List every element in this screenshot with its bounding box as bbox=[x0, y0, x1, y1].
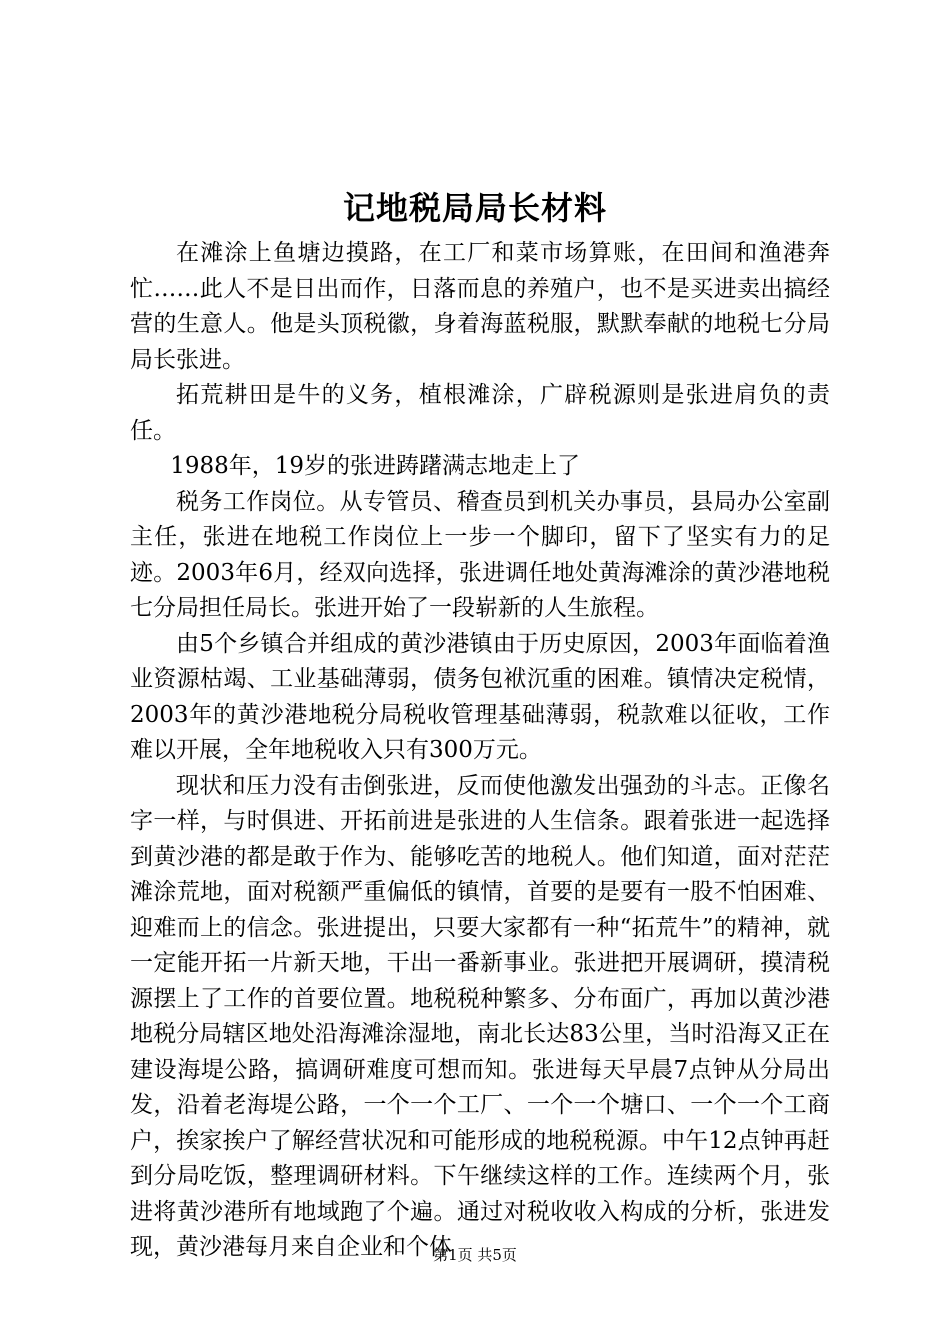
paragraph: 1988年，19岁的张进踌躇满志地走上了 bbox=[170, 453, 581, 479]
paragraph: 拓荒耕田是牛的义务，植根滩涂，广辟税源则是张进肩负的责任。 bbox=[130, 382, 830, 444]
paragraph: 税务工作岗位。从专管员、稽查员到机关办事员，县局办公室副主任，张进在地税工作岗位上一步一个脚印，留下了坚实有力的足迹。2003年6月，经双向选择，张进调任地处黄海滩涂的黄沙港地税七分局担任局长。张进开始了一段崭新的人生旅程。 bbox=[130, 488, 830, 621]
paragraph: 在滩涂上鱼塘边摸路，在工厂和菜市场算账，在田间和渔港奔忙……此人不是日出而作，日落而息的养殖户，也不是买进卖出搞经营的生意人。他是头顶税徽，身着海蓝税服，默默奉献的地税七分局局长张进。 bbox=[130, 240, 830, 373]
paragraph: 现状和压力没有击倒张进，反而使他激发出强劲的斗志。正像名字一样，与时俱进、开拓前进是张进的人生信条。跟着张进一起选择到黄沙港的都是敢于作为、能够吃苦的地税人。他们知道，面对茫茫滩涂荒地，面对税额严重偏低的镇情，首要的是要有一股不怕困难、迎难而上的信念。张进提出，只要大家都有一种“拓荒牛”的精神，就一定能开拓一片新天地，干出一番新事业。张进把开展调研，摸清税源摆上了工作的首要位置。地税税种繁多、分布面广，再加以黄沙港地税分局辖区地处沿海滩涂湿地，南北长达83公里，当时沿海又正在建设海堤公路，搞调研难度可想而知。张进每天早晨7点钟从分局出发，沿着老海堤公路，一个一个工厂、一个一个塘口、一个一个工商户，挨家挨户了解经营状况和可能形成的地税税源。中午12点钟再赶到分局吃饭，整理调研材料。下午继续这样的工作。连续两个月，张进将黄沙港所有地域跑了个遍。通过对税收收入构成的分析，张进发现，黄沙港每月来自企业和个体 bbox=[130, 772, 830, 1260]
paragraph: 由5个乡镇合并组成的黄沙港镇由于历史原因，2003年面临着渔业资源枯竭、工业基础薄弱，债务包袱沉重的困难。镇情决定税情，2003年的黄沙港地税分局税收管理基础薄弱，税款难以征收，工作难以开展，全年地税收入只有300万元。 bbox=[130, 630, 830, 763]
page-footer: 第1页 共5页 bbox=[433, 1246, 517, 1264]
document-body bbox=[130, 236, 830, 1266]
document-title: 记地税局局长材料 bbox=[342, 189, 607, 227]
